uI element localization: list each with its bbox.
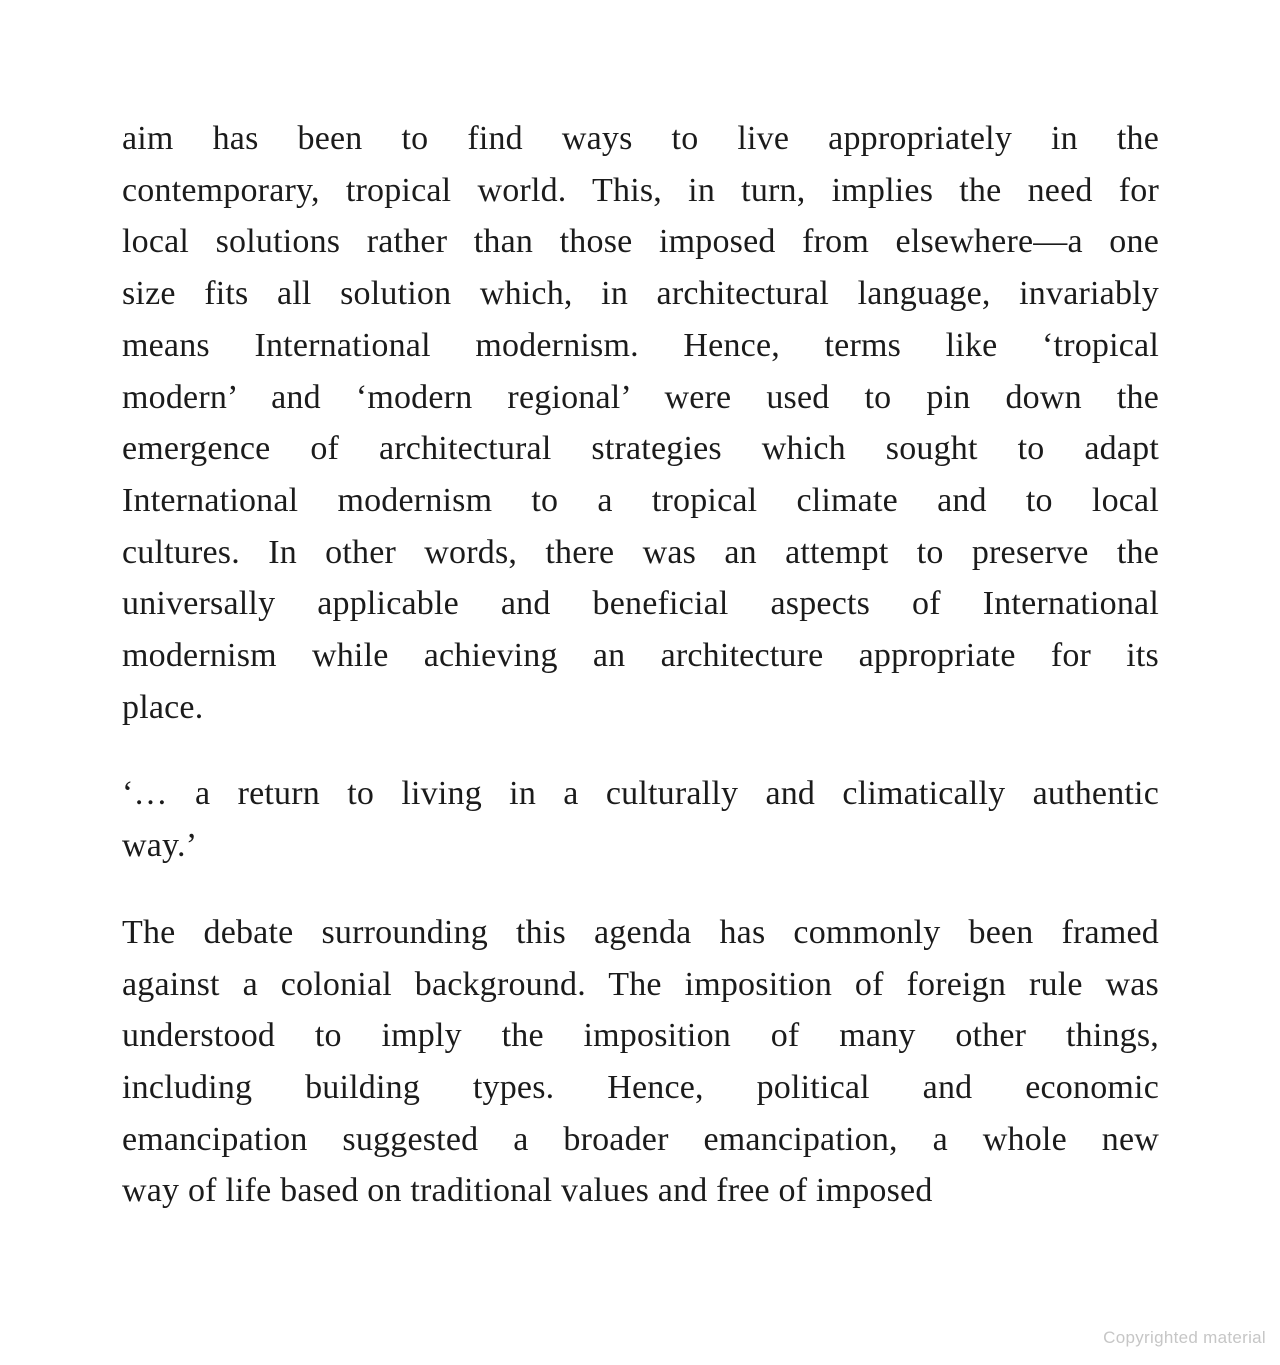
text-line: including building types. Hence, political and economic xyxy=(122,1068,1159,1106)
text-line: emergence of architectural strategies which sought to adapt xyxy=(122,430,1159,468)
text-line: understood to imply the imposition of many other things, xyxy=(122,1017,1159,1055)
text-line: ‘… a return to living in a culturally and climatically authentic xyxy=(122,775,1159,813)
paragraph-3 xyxy=(122,907,1159,1217)
text-line: modern’ and ‘modern regional’ were used to pin down the xyxy=(122,378,1159,416)
paragraph-2-quote xyxy=(122,768,1159,871)
text-line: cultures. In other words, there was an attempt to preserve the xyxy=(122,533,1159,571)
page-text-block xyxy=(122,113,1159,1217)
text-line: modernism while achieving an architecture appropriate for its xyxy=(122,637,1159,675)
text-line: way.’ xyxy=(122,827,198,865)
text-line: contemporary, tropical world. This, in turn, implies the need for xyxy=(122,171,1159,209)
text-line: means International modernism. Hence, terms like ‘tropical xyxy=(122,326,1159,364)
text-line: emancipation suggested a broader emancipation, a whole new xyxy=(122,1120,1159,1158)
text-line: universally applicable and beneficial aspects of International xyxy=(122,585,1159,623)
text-line: against a colonial background. The imposition of foreign rule was xyxy=(122,965,1159,1003)
text-line: way of life based on traditional values and free of imposed xyxy=(122,1172,933,1210)
text-line: size fits all solution which, in architectural language, invariably xyxy=(122,275,1159,313)
text-line: The debate surrounding this agenda has commonly been framed xyxy=(122,913,1159,951)
text-line: place. xyxy=(122,688,204,726)
text-line: local solutions rather than those imposed from elsewhere—a one xyxy=(122,223,1159,261)
text-line: International modernism to a tropical climate and to local xyxy=(122,481,1159,519)
paragraph-1 xyxy=(122,113,1159,733)
text-line: aim has been to find ways to live appropriately in the xyxy=(122,120,1159,157)
copyright-watermark: Copyrighted material xyxy=(1103,1328,1266,1347)
